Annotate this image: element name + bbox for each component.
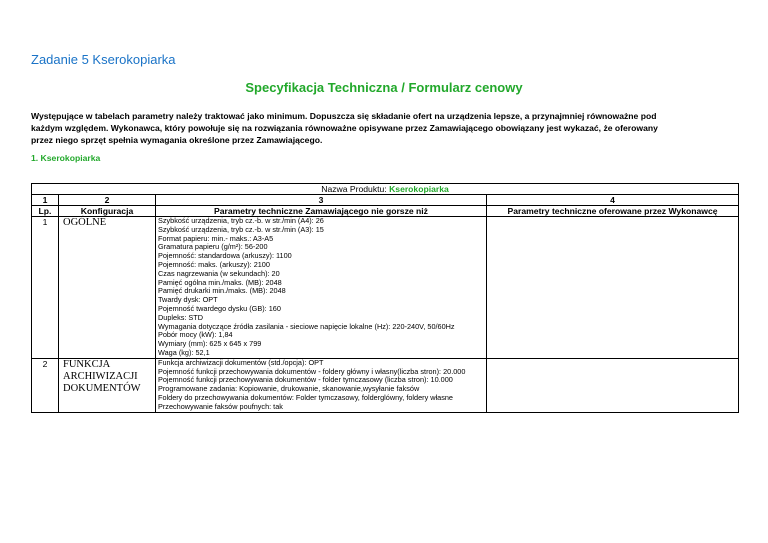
param-line: Szybkość urządzenia, tryb cz.-b. w str./min (A4): 26 [158, 216, 324, 225]
product-name-row [32, 184, 739, 195]
row-offered[interactable] [487, 217, 739, 359]
intro-paragraph [31, 110, 737, 146]
column-headers-row [32, 206, 739, 217]
param-line: Szybkość urządzenia, tryb cz.-b. w str./min (A3): 15 [158, 224, 324, 234]
header-lp: Lp. [32, 206, 59, 217]
header-params: Parametry techniczne Zamawiającego nie gorsze niż [156, 206, 487, 217]
col-number: 3 [156, 195, 487, 206]
intro-line: przez niego sprzęt spełnia wymagania określone przez Zamawiającego. [31, 135, 323, 145]
col-number: 1 [32, 195, 59, 206]
config-line: FUNKCJA [63, 358, 111, 370]
param-line: Pojemność: maks. (arkuszy): 2100 [158, 259, 270, 269]
table-row [32, 358, 739, 412]
row-lp: 1 [32, 217, 59, 359]
document-heading: Zadanie 5 Kserokopiarka [31, 52, 176, 67]
intro-line: każdym względem. Wykonawca, który powołuje się na rozwiązania równoważne opisywane przez Zamawiającego obowiązany jest wykazać, że oferowany [31, 123, 658, 133]
row-config [59, 358, 156, 412]
param-line: Pamięć drukarki min./maks. (MB): 2048 [158, 286, 286, 296]
row-params [156, 358, 487, 412]
param-line: Format papieru: min.- maks.: A3-A5 [158, 233, 274, 243]
config-line: OGÓLNE [63, 217, 107, 228]
config-line: DOKUMENTÓW [63, 382, 141, 394]
param-line: Czas nagrzewania (w sekundach): 20 [158, 268, 280, 278]
column-numbers-row [32, 195, 739, 206]
header-offered: Parametry techniczne oferowane przez Wykonawcę [487, 206, 739, 217]
param-line: Pojemność twardego dysku (GB): 160 [158, 303, 281, 313]
product-name: Kserokopiarka [389, 184, 449, 194]
section-heading: 1. Kserokopiarka [31, 153, 101, 163]
param-line: Pobór mocy (kW): 1,84 [158, 330, 233, 340]
param-line: Wymagania dotyczące źródła zasilania - sieciowe napięcie lokalne (Hz): 220-240V, 50/60Hz [158, 321, 455, 331]
product-label: Nazwa Produktu: [321, 184, 390, 194]
row-offered[interactable] [487, 358, 739, 412]
param-line: Twardy dysk: OPT [158, 295, 218, 305]
table-row [32, 217, 739, 359]
spec-table [31, 183, 739, 413]
param-line: Funkcja archiwizacji dokumentów (std./opcja): OPT [158, 357, 324, 367]
param-line: Pojemność funkcji przechowywania dokumentów - folder tymczasowy (liczba stron): 10.000 [158, 375, 453, 385]
col-number: 2 [59, 195, 156, 206]
row-config [59, 217, 156, 359]
product-name-cell [32, 184, 739, 195]
row-lp: 2 [32, 358, 59, 412]
param-line: Pojemność funkcji przechowywania dokumentów - foldery główny i własny(liczba stron): 20.000 [158, 366, 466, 376]
param-line: Wymiary (mm): 625 x 645 x 799 [158, 339, 262, 349]
page-title: Specyfikacja Techniczna / Formularz cenowy [245, 80, 523, 95]
param-line: Waga (kg): 52,1 [158, 347, 210, 357]
param-line: Pamięć ogólna min./maks. (MB): 2048 [158, 277, 282, 287]
param-line: Gramatura papieru (g/m²): 56-200 [158, 242, 268, 252]
param-line: Programowane zadania: Kopiowanie, drukowanie, skanowanie,wysyłanie faksów [158, 384, 420, 394]
param-line: Przechowywanie faksów poufnych: tak [158, 401, 283, 411]
param-line: Dupleks: STD [158, 312, 204, 322]
config-line: ARCHIWIZACJI [63, 370, 138, 382]
col-number: 4 [487, 195, 739, 206]
row-params [156, 217, 487, 359]
header-config: Konfiguracja [59, 206, 156, 217]
param-line: Foldery do przechowywania dokumentów: Folder tymczasowy, folderglówny, foldery własne [158, 392, 453, 402]
intro-line: Występujące w tabelach parametry należy traktować jako minimum. Dopuszcza się składanie ofert na urządzenia lepsze, a przynajmniej równoważne pod [31, 111, 657, 121]
param-line: Pojemność: standardowa (arkuszy): 1100 [158, 251, 292, 261]
